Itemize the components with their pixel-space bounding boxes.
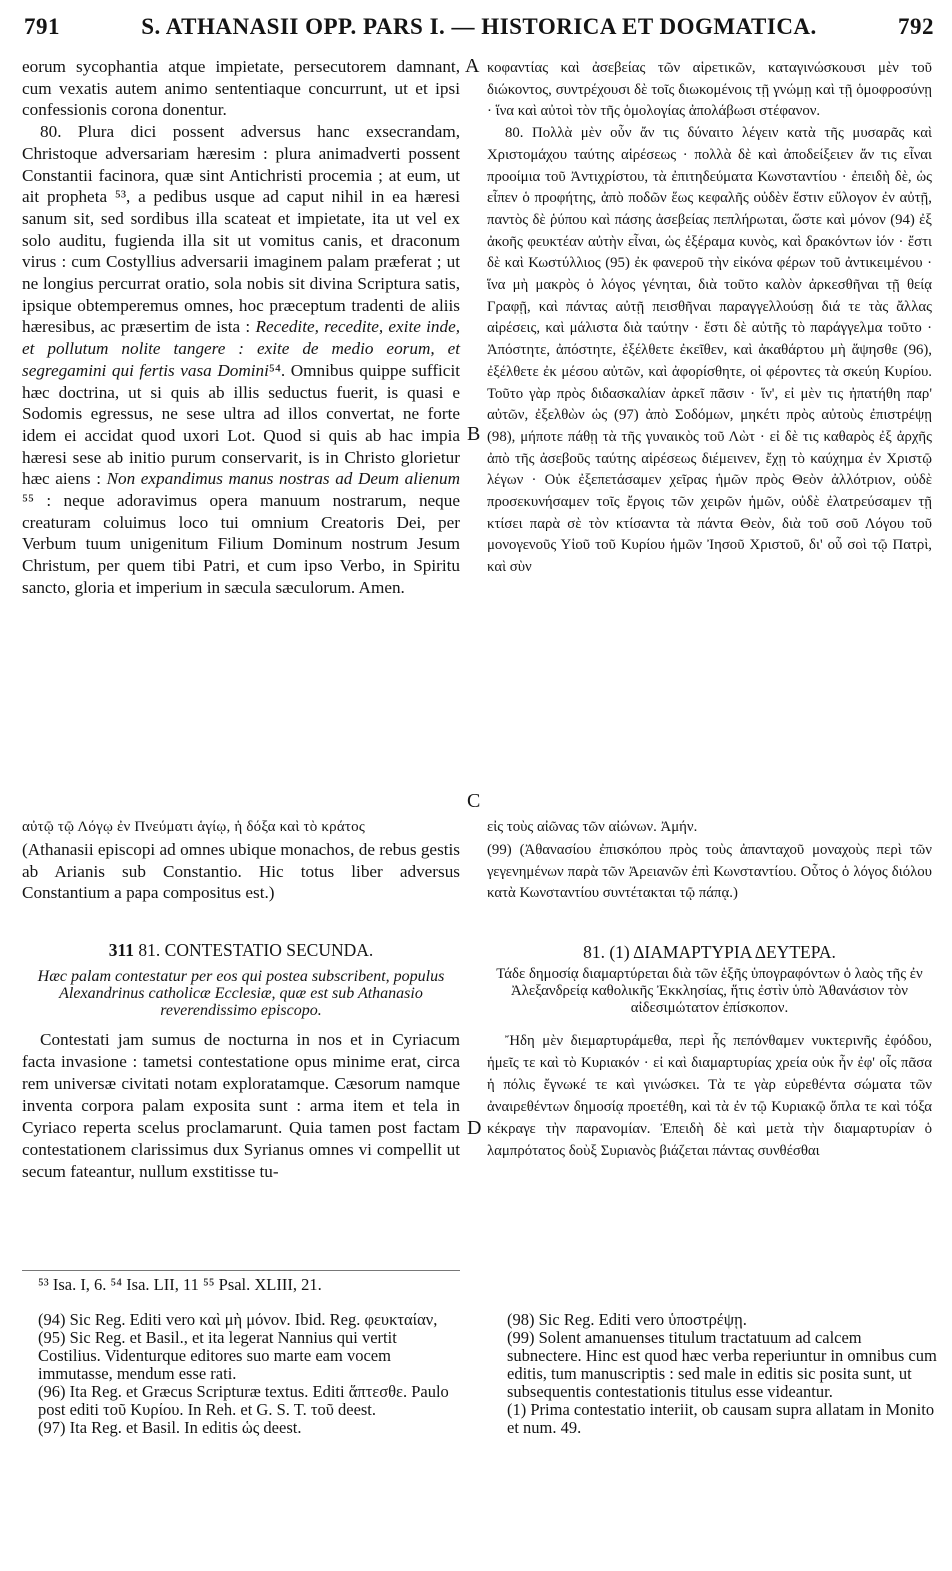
greek-section-heading [487, 942, 932, 964]
greek-paragraph-4-wrap [487, 1030, 932, 1162]
page-number-left: 791 [24, 14, 60, 39]
page-number-right: 792 [898, 14, 934, 39]
latin-p2-continued: ⁵⁴. Omnibus quippe sufficit hæc doctrina, ut si quis ab illis seductus fuerit, is quasi e Sodomis egressus, ne sese ultra ad illos convertat, ne forte idem ei accidat quod uxori Lot. Quod si quis ab hac impia hæresi sese ab initio purum conservarit, is in Christo glorietur hæc aiens : [22, 360, 460, 489]
latin-section-subtitle-wrap [22, 968, 460, 1019]
latin-quote-non-expandimus: Non expandimus manus nostras ad Deum alienum [106, 469, 460, 489]
footnote-96: (96) Ita Reg. et Græcus Scripturæ textus. Editi ἅπτεσθε. Paulo post editi τοῦ Κυρίου. In Reh. et G. S. T. τοῦ deest. [38, 1382, 449, 1419]
latin-p2-end: ⁵⁵ : neque adoravimus opera manuum nostrarum, neque creaturam coluimus loco tui omnium Creatoris Dei, per Verbum tuum unigenitum Filium Dominum nostrum Jesum Christum, per quem tibi Patri, et cum ipso Verbo, in Spiritu sancto, gloria et imperium in sæcula sæculorum. Amen. [22, 491, 460, 597]
footnote-1: (1) Prima contestatio interiit, ob causam supra allatam in Monito et num. 49. [507, 1400, 935, 1437]
running-header [20, 14, 938, 44]
footnotes-left [38, 1311, 460, 1437]
section-marker-311: 311 [108, 940, 135, 960]
latin-quote-recedite: Recedite, recedite, exite inde, et pollutum nolite tangere : exite de medio eorum, et segregamini qui fertis vasa Domini [22, 317, 460, 380]
greek-paragraph-1: κοφαντίας καὶ ἀσεβείας τῶν αἱρετικῶν, καταγινώσκουσι μὲν τοῦ διώκοντος, συντρέχουσι δὲ τοῖς διωκομένοις τῇ γνώμῃ καὶ τῇ ὁμοφροσύνῃ · ἵνα καὶ αὐτοὶ τὸν τῆς ὁμολογίας ἀπολάβωσι στέφανον. [487, 60, 932, 120]
greek-column [487, 58, 932, 579]
greek-section-subtitle-wrap [487, 966, 932, 1017]
footnote-98: (98) Sic Reg. Editi vero ὑποστρέψῃ. [507, 1310, 747, 1329]
latin-paragraph-1: eorum sycophantia atque impietate, persecutorem damnant, cum vexatis autem animo sententiaque concurrunt, ut et ipsi confessionis corona donentur. [22, 57, 460, 120]
margin-letter-a: A [465, 55, 480, 77]
footnote-refs: ⁵³ Isa. I, 6. ⁵⁴ Isa. LII, 11 ⁵⁵ Psal. XLIII, 21. [38, 1275, 322, 1294]
latin-section-heading [22, 940, 460, 962]
footnote-94: (94) Sic Reg. Editi vero καὶ μὴ μόνον. Ibid. Reg. φευκταίαν, [38, 1310, 438, 1329]
margin-letter-b: B [467, 423, 481, 445]
latin-section-subtitle: Hæc palam contestatur per eos qui postea subscribent, populus Alexandrinus catholicæ Ecclesiæ, quæ est sub Athanasio reverendissimo episcopo. [37, 968, 445, 1019]
footnote-97: (97) Ita Reg. et Basil. In editis ὡς deest. [38, 1418, 302, 1437]
greek-section-title: 81. (1) ΔΙΑΜΑΡΤΥΡΙΑ ΔΕΥΤΕΡΑ. [583, 942, 836, 962]
latin-p2-text: 80. Plura dici possent adversus hanc exsecrandam, Christoque adversariam hæresim : plura animadverti possent Constantii facinora, quæ sint Antichristi procemia ; at eum, ut ait propheta ⁵³, a pedibus usque ad caput nihil in ea hæresi sanum sit, sed sordibus illa scateat et impietate, ita ut vel ex solo auditu, fugienda illa sit ut vomitus canis, et draconum virus : cum Costyllius adversarii imaginem palam præferat ; ut ne longius percurrat oratio, sola nobis sit divina Scriptura satis, ipsique obtemperemus omnes, hoc præceptum tradenti de aliis hæresibus, ac præsertim de ista : [22, 122, 460, 337]
latin-paragraph-4: Contestati jam sumus de nocturna in nos et in Cyriacum facta invasione : tametsi contestatione opus minime erat, circa rem universæ civitati notam exploratamque. Cæsorum namque inventa corpora palam exposita sunt : arma item et tela in Cyriaco reperta scelus proclamarunt. Quia tamen post factam contestationem clarissimus dux Syrianus omnes vi compellit ut secum fateantur, nullum exstitisse tu- [22, 1030, 460, 1181]
margin-letter-d: D [467, 1117, 482, 1139]
footnote-rule-left [22, 1270, 460, 1271]
greek-tail-line: αὐτῷ τῷ Λόγῳ ἐν Πνεύματι ἁγίῳ, ἡ δόξα καὶ τὸ κράτος [22, 819, 365, 835]
margin-letter-c: C [467, 790, 481, 812]
latin-column [22, 56, 460, 599]
latin-section-title: 81. CONTESTATIO SECUNDA. [138, 940, 374, 960]
greek-tail: εἰς τοὺς αἰῶνας τῶν αἰώνων. Ἀμήν. [487, 819, 698, 835]
greek-paragraph-4: Ἤδη μὲν διεμαρτυράμεθα, περὶ ἧς πεπόνθαμεν νυκτερινῆς ἐφόδου, ἡμεῖς τε καὶ τὸ Κυριακόν · εἰ καὶ διαμαρτυρίας χρεία οὐκ ἦν ἐφ' οἷς πᾶσα ἡ πόλις ἔγνωκέ τε καὶ γινώσκει. Τὰ τε γὰρ εὑρεθέντα σώματα τῶν ἀναιρεθέντων δημοσίᾳ προετέθη, καὶ τὰ ἐν τῷ Κυριακῷ ὅπλα τε καὶ τόξα κέκραγε τὴν παρανομίαν. Ἐπειδὴ δὲ καὶ μετὰ τὴν διαμαρτυρίαν ὁ λαμπρότατος δοὺξ Συριανὸς βιάζεται πάντας συνθέσθαι [487, 1033, 932, 1159]
latin-paragraph-4-wrap [22, 1029, 460, 1183]
footnote-95: (95) Sic Reg. et Basil., et ita legerat Nannius qui vertit Costilius. Videnturque editores suo marte eam vocem immutasse, mendum esse rati. [38, 1328, 397, 1383]
running-title: S. ATHANASII OPP. PARS I. — HISTORICA ET DOGMATICA. [141, 14, 817, 39]
latin-paragraph-3: (Athanasii episcopi ad omnes ubique monachos, de rebus gestis ab Arianis sub Constantio. Hic totus liber adversus Constantium a papa compositus est.) [22, 840, 460, 903]
greek-paragraph-2: 80. Πολλὰ μὲν οὖν ἄν τις δύναιτο λέγειν κατὰ τῆς μυσαρᾶς καὶ Χριστομάχου ταύτης αἱρέσεως · πολλὰ δὲ καὶ ἀποδείξειεν ἄν τις εἶναι προοίμια τοῦ Ἀντιχρίστου, τὰ ἐπιτηδεύματα Κωνσταντίου · ἐπειδὴ δὲ, ὡς εἶπεν ὁ προφήτης, ἀπὸ ποδῶν ἕως κεφαλῆς οὐδὲν ἔστιν εὔλογον ἐν αὐτῇ, παντὸς δὲ ῥύπου καὶ πάσης ἀσεβείας πεπλήρωται, ὥστε καὶ μόνον (94) ἐξ ἀκοῆς φευκτέαν αὐτὴν εἶναι, ὡς ἐξέραμα κυνὸς, καὶ δρακόντων ἰόν · ἔστι δὲ καὶ Κωστύλλιος (95) ἐκ φανεροῦ τὴν εἰκόνα φέρων τοῦ ἀντικειμένου · ἵνα μὴ μακρὸς ὁ λόγος γένηται, διὰ τοῦτο καλὸν ἀρκεσθῆναι τῇ θείᾳ Γραφῇ, καὶ πάντας αὐτῇ πεισθῆναι παραγγελλούσῃ διά τε τὰς ἄλλας αἱρέσεις, καὶ μάλιστα διὰ ταύτην · ἔστι δὲ αὐτῆς τὸ παράγγελμα τοῦτο · Ἀπόστητε, ἀπόστητε, ἐξέλθετε ἐκεῖθεν, καὶ ἀκαθάρτου μὴ ἅψησθε (96), ἐξέλθετε ἐκ μέσου αὐτῶν, καὶ ἀφορίσθητε, οἱ φέροντες τὰ σκεύη Κυρίου. Τοῦτο γὰρ πρὸς διδασκαλίαν ἀρκεῖ πᾶσιν · ἵν', εἰ μὲν τις ἠπατήθη παρ' αὐτῶν, ἐξελθὼν ὡς (97) ἀπὸ Σοδόμων, μηκέτι πρὸς αὐτοὺς ἐπιστρέψῃ (98), μήποτε πάθῃ τὰ τῆς γυναικὸς τοῦ Λὼτ · εἰ δὲ τις καθαρὸς ἐξ ἀρχῆς ἀπὸ τῆς ἀσεβοῦς ταύτης αἱρέσεως διέμεινεν, ἔχῃ τὸ καύχημα ἐν Χριστῷ λέγων · Οὐκ ἐξεπετάσαμεν χεῖρας ἡμῶν πρὸς Θεὸν ἀλλότριον, οὐδὲ προσεκυνήσαμεν τοῖς ἔργοις τῶν χειρῶν ἡμῶν, οὐδὲ ἐλατρεύσαμεν τῇ κτίσει παρὰ σὲ τὸν κτίσαντα τὰ πάντα Θεὸν, διὰ τοῦ σοῦ Λόγου τοῦ μονογενοῦς Υἱοῦ τοῦ Κυρίου ἡμῶν Ἰησοῦ Χριστοῦ, δι' οὗ σοὶ τῷ Πατρὶ, καὶ σὺν [487, 125, 932, 576]
latin-paragraph-2 [22, 121, 460, 598]
greek-section-subtitle: Τάδε δημοσίᾳ διαμαρτύρεται διὰ τῶν ἑξῆς ὑπογραφόντων ὁ λαὸς τῆς ἐν Ἀλεξανδρείᾳ καθολικῆς Ἐκκλησίας, ἥτις ἐστὶν ὑπὸ Ἀθανάσιον τὸν αἰδεσιμώτατον ἐπίσκοπον. [496, 966, 923, 1016]
footnotes-right [507, 1311, 937, 1437]
footnote-99: (99) Solent amanuenses titulum tractatuum ad calcem subnectere. Hinc est quod hæc verba reperiuntur in omnibus cum editis, tum manuscriptis : sed male in editis sic posita sunt, ut subsequentis contestationis titulus esse videantur. [507, 1328, 937, 1401]
greek-paragraph-3: (99) (Ἀθανασίου ἐπισκόπου πρὸς τοὺς ἀπανταχοῦ μοναχοὺς περὶ τῶν γεγενημένων παρὰ τῶν Ἀρειανῶν ἐπὶ Κωνσταντίου. Οὗτος ὁ λόγος διόλου κατὰ Κωνσταντίου συντέτακται τῷ πάπᾳ.) [487, 842, 932, 902]
